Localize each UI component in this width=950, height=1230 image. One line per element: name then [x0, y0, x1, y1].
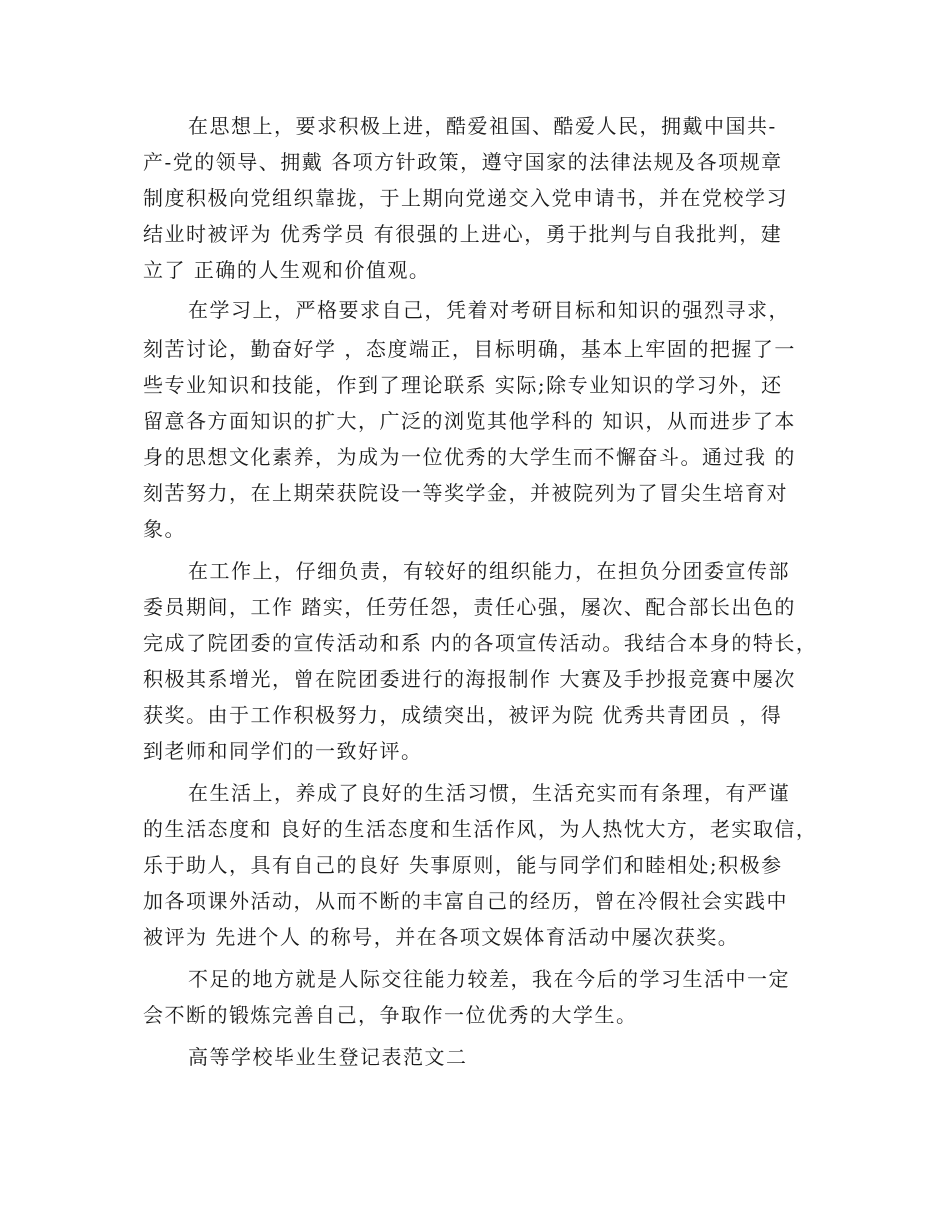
- text-line: 象。: [143, 517, 186, 541]
- text-line: 结业时被评为 优秀学员 有很强的上进心，勇于批判与自我批判，建: [143, 222, 783, 246]
- text-line: 会不断的锻炼完善自己，争取作一位优秀的大学生。: [143, 1003, 638, 1027]
- text-line: 制度积极向党组织靠拢，于上期向党递交入党申请书，并在党校学习: [143, 186, 788, 210]
- text-line: 在思想上，要求积极上进，酷爱祖国、酷爱人民，拥戴中国共-: [188, 114, 777, 138]
- text-line: 些专业知识和技能，作到了理论联系 实际;除专业知识的学习外，还: [143, 373, 783, 397]
- section-heading: 高等学校毕业生登记表范文二: [188, 1045, 468, 1069]
- text-line: 在学习上，严格要求自己，凭着对考研目标和知识的强烈寻求，: [188, 298, 790, 322]
- text-line: 立了 正确的人生观和价值观。: [143, 258, 431, 282]
- text-line: 获奖。由于工作积极努力，成绩突出，被评为院 优秀共青团员 ，得: [143, 703, 783, 727]
- text-line: 在生活上，养成了良好的生活习惯，生活充实而有条理，有严谨: [188, 781, 790, 805]
- text-line: 身的思想文化素养，为成为一位优秀的大学生而不懈奋斗。通过我 的: [143, 445, 796, 469]
- text-line: 刻苦讨论，勤奋好学 ，态度端正，目标明确，基本上牢固的把握了一: [143, 337, 796, 361]
- text-line: 刻苦努力，在上期荣获院设一等奖学金，并被院列为了冒尖生培育对: [143, 481, 788, 505]
- text-line: 在工作上，仔细负责，有较好的组织能力，在担负分团委宣传部: [188, 559, 790, 583]
- text-line: 到老师和同学们的一致好评。: [143, 739, 423, 763]
- text-line: 乐于助人，具有自己的良好 失事原则，能与同学们和睦相处;积极参: [143, 853, 783, 877]
- text-line: 积极其系增光，曾在院团委进行的海报制作 大赛及手抄报竞赛中屡次: [143, 667, 796, 691]
- text-line: 的生活态度和 良好的生活态度和生活作风，为人热忱大方，老实取信，: [143, 817, 818, 841]
- text-line: 完成了院团委的宣传活动和系 内的各项宣传活动。我结合本身的特长，: [143, 631, 818, 655]
- text-line: 留意各方面知识的扩大，广泛的浏览其他学科的 知识，从而进步了本: [143, 409, 796, 433]
- text-line: 委员期间，工作 踏实，任劳任怨，责任心强，屡次、配合部长出色的: [143, 595, 796, 619]
- text-line: 加各项课外活动，从而不断的丰富自己的经历，曾在冷假社会实践中: [143, 889, 788, 913]
- text-line: 被评为 先进个人 的称号，并在各项文娱体育活动中屡次获奖。: [143, 925, 740, 949]
- text-line: 产-党的领导、拥戴 各项方针政策，遵守国家的法律法规及各项规章: [143, 150, 783, 174]
- text-line: 不足的地方就是人际交往能力较差，我在今后的学习生活中一定: [188, 967, 790, 991]
